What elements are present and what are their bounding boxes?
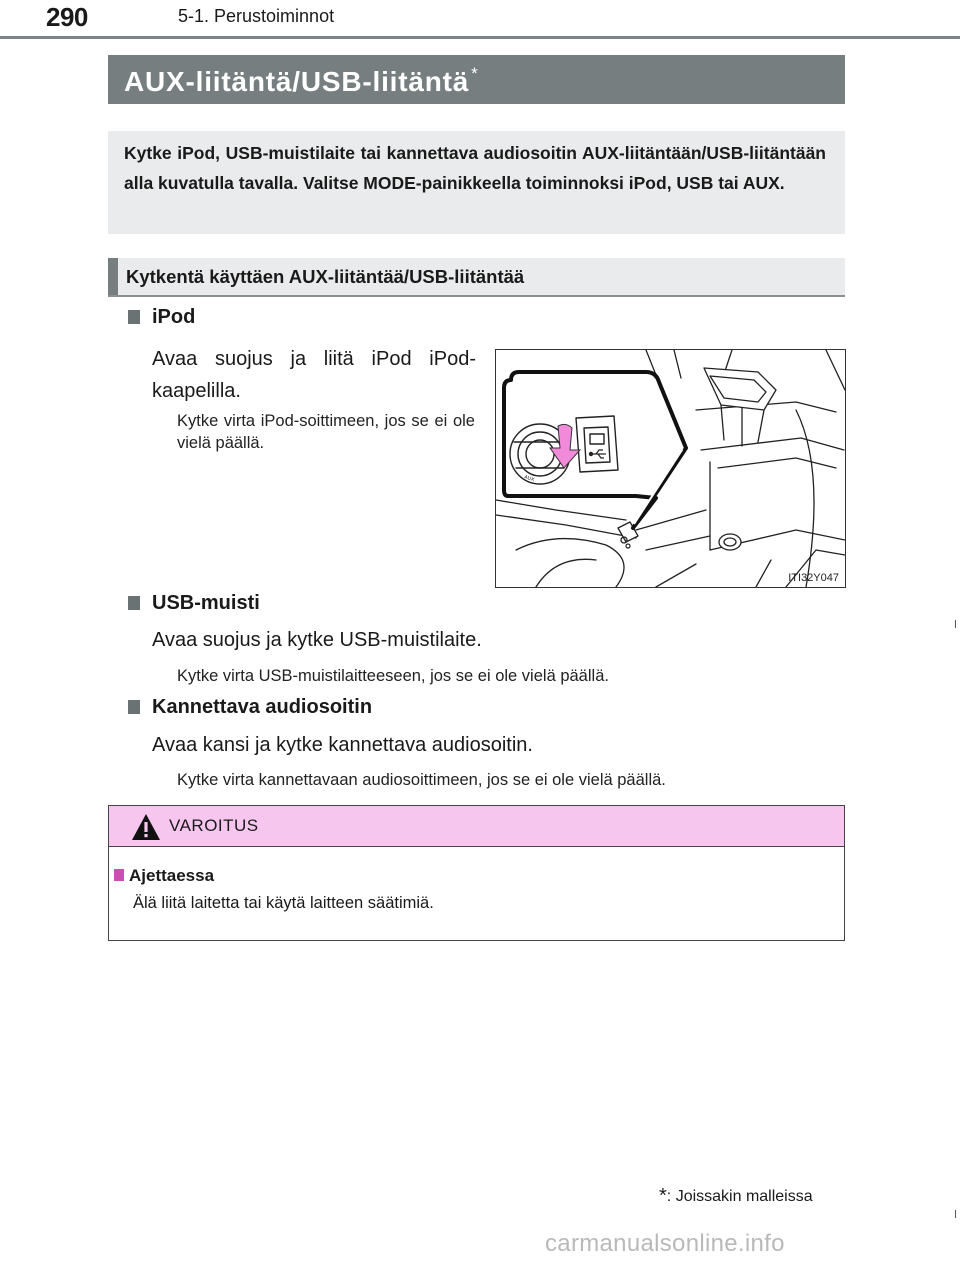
warning-item-heading xyxy=(114,866,214,886)
item-note-portable: Kytke virta kannettavaan audiosoittimeen, jos se ei ole vielä päällä. xyxy=(177,771,666,789)
square-bullet-icon xyxy=(128,310,140,324)
page-title-text: AUX-liitäntä/USB-liitäntä xyxy=(124,66,470,97)
subsection-heading xyxy=(108,258,845,297)
square-bullet-icon xyxy=(128,700,140,714)
item-heading-text: USB-muisti xyxy=(152,592,260,614)
svg-text:AUX: AUX xyxy=(523,474,536,484)
warning-item-body: Älä liitä laitetta tai käytä laitteen säätimiä. xyxy=(133,894,434,912)
subsection-title: Kytkentä käyttäen AUX-liitäntää/USB-liitäntää xyxy=(126,266,525,287)
item-body-portable: Avaa kansi ja kytke kannettava audiosoitin. xyxy=(152,734,533,756)
intro-box xyxy=(108,131,845,234)
warning-header xyxy=(109,806,844,847)
figure-console-illustration xyxy=(495,349,846,588)
square-bullet-icon xyxy=(128,596,140,610)
asterisk-marker: * xyxy=(659,1185,667,1207)
header-rule xyxy=(0,36,960,39)
item-note-usb: Kytke virta USB-muistilaitteeseen, jos se ei ole vielä päällä. xyxy=(177,667,609,685)
crop-mark xyxy=(955,1210,956,1218)
item-heading-text: Kannettava audiosoitin xyxy=(152,696,373,718)
page-number: 290 xyxy=(46,2,88,32)
crop-mark xyxy=(955,620,956,628)
warning-triangle-icon xyxy=(131,813,161,841)
section-label: 5-1. Perustoiminnot xyxy=(178,6,335,26)
footnote-text: : Joissakin malleissa xyxy=(666,1188,813,1205)
item-heading-portable xyxy=(128,696,372,719)
item-body-usb: Avaa suojus ja kytke USB-muistilaite. xyxy=(152,629,482,651)
warning-label: VAROITUS xyxy=(169,816,259,835)
item-heading-usb xyxy=(128,592,260,615)
console-illustration xyxy=(496,350,845,587)
item-heading-ipod xyxy=(128,306,195,329)
asterisk-marker: * xyxy=(471,64,479,83)
page-title xyxy=(124,64,479,98)
footnote xyxy=(659,1185,813,1208)
item-note-ipod: Kytke virta iPod-soittimeen, jos se ei ole vielä päällä. xyxy=(177,412,475,452)
intro-text: Kytke iPod, USB-muistilaite tai kannettava audiosoitin AUX-liitäntään/USB-liitäntään alla kuvatulla tavalla. Valitse MODE-painikkeella toiminnoksi iPod, USB tai AUX. xyxy=(124,143,826,193)
warning-item-heading-text: Ajettaessa xyxy=(129,866,215,885)
item-body-ipod: Avaa suojus ja liitä iPod iPod-kaapelilla. xyxy=(152,348,476,402)
item-heading-text: iPod xyxy=(152,306,196,328)
title-bar xyxy=(108,55,845,104)
aux-jack-icon xyxy=(626,544,630,548)
figure-code: ITI32Y047 xyxy=(788,572,839,584)
subsection-stripe xyxy=(108,258,118,295)
warning-box xyxy=(108,805,845,941)
watermark: carmanualsonline.info xyxy=(545,1230,785,1257)
square-bullet-icon xyxy=(114,869,124,881)
